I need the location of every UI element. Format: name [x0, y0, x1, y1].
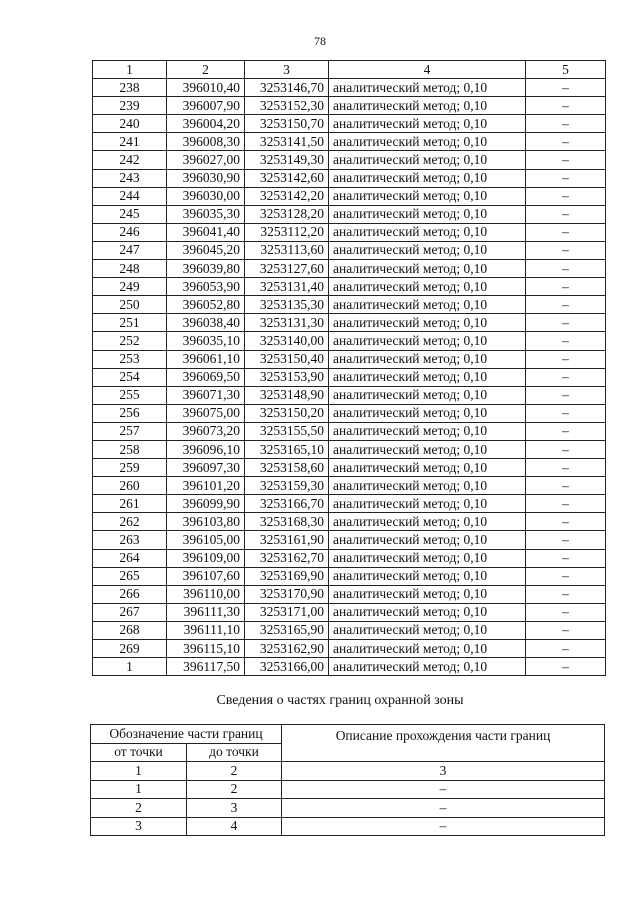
point-number-cell: 239 [93, 97, 167, 115]
y-coordinate-cell: 3253142,20 [245, 187, 329, 205]
note-cell: – [526, 278, 606, 296]
determination-method-cell: аналитический метод; 0,10 [329, 640, 526, 658]
table-row [93, 223, 606, 241]
note-cell: – [526, 314, 606, 332]
column-number: 1 [93, 61, 167, 79]
note-cell: – [526, 223, 606, 241]
note-cell: – [526, 296, 606, 314]
y-coordinate-cell: 3253158,60 [245, 459, 329, 477]
note-cell: – [526, 621, 606, 639]
coordinates-table [92, 60, 606, 676]
table-row [93, 658, 606, 676]
x-coordinate-cell: 396101,20 [167, 477, 245, 495]
x-coordinate-cell: 396097,30 [167, 459, 245, 477]
table-row [93, 79, 606, 97]
determination-method-cell: аналитический метод; 0,10 [329, 260, 526, 278]
table-row [93, 169, 606, 187]
determination-method-cell: аналитический метод; 0,10 [329, 422, 526, 440]
determination-method-cell: аналитический метод; 0,10 [329, 658, 526, 676]
to-point-cell: 3 [187, 799, 282, 818]
point-number-cell: 256 [93, 404, 167, 422]
description-cell: – [282, 799, 605, 818]
note-cell: – [526, 241, 606, 259]
note-cell: – [526, 658, 606, 676]
x-coordinate-cell: 396099,90 [167, 495, 245, 513]
y-coordinate-cell: 3253170,90 [245, 585, 329, 603]
x-coordinate-cell: 396103,80 [167, 513, 245, 531]
point-number-cell: 249 [93, 278, 167, 296]
point-number-cell: 247 [93, 241, 167, 259]
y-coordinate-cell: 3253150,20 [245, 404, 329, 422]
y-coordinate-cell: 3253166,70 [245, 495, 329, 513]
note-cell: – [526, 513, 606, 531]
x-coordinate-cell: 396107,60 [167, 567, 245, 585]
point-number-cell: 259 [93, 459, 167, 477]
boundary-parts-table [90, 724, 605, 836]
column-number: 1 [91, 762, 187, 781]
point-number-cell: 253 [93, 350, 167, 368]
x-coordinate-cell: 396045,20 [167, 241, 245, 259]
note-cell: – [526, 97, 606, 115]
determination-method-cell: аналитический метод; 0,10 [329, 603, 526, 621]
y-coordinate-cell: 3253128,20 [245, 205, 329, 223]
description-cell: – [282, 817, 605, 836]
table-row [93, 386, 606, 404]
x-coordinate-cell: 396030,00 [167, 187, 245, 205]
table-row [93, 205, 606, 223]
y-coordinate-cell: 3253162,90 [245, 640, 329, 658]
x-coordinate-cell: 396117,50 [167, 658, 245, 676]
y-coordinate-cell: 3253149,30 [245, 151, 329, 169]
y-coordinate-cell: 3253113,60 [245, 241, 329, 259]
table-row [93, 151, 606, 169]
column-number: 2 [187, 762, 282, 781]
determination-method-cell: аналитический метод; 0,10 [329, 386, 526, 404]
page-number: 78 [314, 34, 326, 48]
table-row [93, 97, 606, 115]
point-number-cell: 269 [93, 640, 167, 658]
table-row [93, 640, 606, 658]
note-cell: – [526, 205, 606, 223]
note-cell: – [526, 404, 606, 422]
determination-method-cell: аналитический метод; 0,10 [329, 513, 526, 531]
y-coordinate-cell: 3253112,20 [245, 223, 329, 241]
table-row [93, 440, 606, 458]
table-row [93, 404, 606, 422]
determination-method-cell: аналитический метод; 0,10 [329, 531, 526, 549]
table-row [93, 422, 606, 440]
point-number-cell: 260 [93, 477, 167, 495]
point-number-cell: 245 [93, 205, 167, 223]
determination-method-cell: аналитический метод; 0,10 [329, 621, 526, 639]
point-number-cell: 262 [93, 513, 167, 531]
table-row [93, 567, 606, 585]
note-cell: – [526, 585, 606, 603]
note-cell: – [526, 603, 606, 621]
x-coordinate-cell: 396008,30 [167, 133, 245, 151]
section-title: Сведения о частях границ охранной зоны [216, 693, 464, 708]
x-coordinate-cell: 396039,80 [167, 260, 245, 278]
y-coordinate-cell: 3253131,30 [245, 314, 329, 332]
table-row [93, 241, 606, 259]
x-coordinate-cell: 396109,00 [167, 549, 245, 567]
determination-method-cell: аналитический метод; 0,10 [329, 115, 526, 133]
x-coordinate-cell: 396061,10 [167, 350, 245, 368]
determination-method-cell: аналитический метод; 0,10 [329, 205, 526, 223]
to-point-cell: 4 [187, 817, 282, 836]
x-coordinate-cell: 396035,30 [167, 205, 245, 223]
y-coordinate-cell: 3253169,90 [245, 567, 329, 585]
point-number-cell: 261 [93, 495, 167, 513]
parts-header-row [91, 725, 605, 744]
x-coordinate-cell: 396111,30 [167, 603, 245, 621]
determination-method-cell: аналитический метод; 0,10 [329, 296, 526, 314]
from-point-cell: 1 [91, 780, 187, 799]
point-number-cell: 267 [93, 603, 167, 621]
table-row [93, 278, 606, 296]
y-coordinate-cell: 3253165,10 [245, 440, 329, 458]
parts-column-number-row [91, 762, 605, 781]
note-cell: – [526, 368, 606, 386]
determination-method-cell: аналитический метод; 0,10 [329, 440, 526, 458]
determination-method-cell: аналитический метод; 0,10 [329, 151, 526, 169]
point-number-cell: 241 [93, 133, 167, 151]
point-number-cell: 258 [93, 440, 167, 458]
x-coordinate-cell: 396030,90 [167, 169, 245, 187]
table-row [93, 332, 606, 350]
column-number: 5 [526, 61, 606, 79]
table-row [91, 799, 605, 818]
y-coordinate-cell: 3253155,50 [245, 422, 329, 440]
table-row [91, 780, 605, 799]
point-number-cell: 240 [93, 115, 167, 133]
x-coordinate-cell: 396035,10 [167, 332, 245, 350]
table-row [93, 531, 606, 549]
determination-method-cell: аналитический метод; 0,10 [329, 332, 526, 350]
column-number: 2 [167, 61, 245, 79]
y-coordinate-cell: 3253142,60 [245, 169, 329, 187]
y-coordinate-cell: 3253150,40 [245, 350, 329, 368]
y-coordinate-cell: 3253165,90 [245, 621, 329, 639]
note-cell: – [526, 640, 606, 658]
column-number: 3 [245, 61, 329, 79]
point-number-cell: 242 [93, 151, 167, 169]
determination-method-cell: аналитический метод; 0,10 [329, 187, 526, 205]
point-number-cell: 254 [93, 368, 167, 386]
determination-method-cell: аналитический метод; 0,10 [329, 241, 526, 259]
x-coordinate-cell: 396053,90 [167, 278, 245, 296]
table-row [93, 513, 606, 531]
determination-method-cell: аналитический метод; 0,10 [329, 314, 526, 332]
note-cell: – [526, 169, 606, 187]
note-cell: – [526, 187, 606, 205]
y-coordinate-cell: 3253131,40 [245, 278, 329, 296]
table-row [93, 260, 606, 278]
y-coordinate-cell: 3253146,70 [245, 79, 329, 97]
note-cell: – [526, 260, 606, 278]
x-coordinate-cell: 396069,50 [167, 368, 245, 386]
y-coordinate-cell: 3253140,00 [245, 332, 329, 350]
note-cell: – [526, 151, 606, 169]
table-row [91, 817, 605, 836]
x-coordinate-cell: 396007,90 [167, 97, 245, 115]
y-coordinate-cell: 3253161,90 [245, 531, 329, 549]
point-number-cell: 255 [93, 386, 167, 404]
column-number: 3 [282, 762, 605, 781]
table-row [93, 549, 606, 567]
from-point-cell: 2 [91, 799, 187, 818]
table-row [93, 368, 606, 386]
determination-method-cell: аналитический метод; 0,10 [329, 133, 526, 151]
to-point-header: до точки [187, 743, 282, 762]
table-row [93, 603, 606, 621]
determination-method-cell: аналитический метод; 0,10 [329, 350, 526, 368]
y-coordinate-cell: 3253127,60 [245, 260, 329, 278]
note-cell: – [526, 115, 606, 133]
note-cell: – [526, 440, 606, 458]
note-cell: – [526, 459, 606, 477]
description-cell: – [282, 780, 605, 799]
point-number-cell: 257 [93, 422, 167, 440]
table-row [93, 314, 606, 332]
x-coordinate-cell: 396105,00 [167, 531, 245, 549]
table-row [93, 459, 606, 477]
note-cell: – [526, 133, 606, 151]
y-coordinate-cell: 3253166,00 [245, 658, 329, 676]
x-coordinate-cell: 396096,10 [167, 440, 245, 458]
point-number-cell: 264 [93, 549, 167, 567]
point-number-cell: 268 [93, 621, 167, 639]
determination-method-cell: аналитический метод; 0,10 [329, 79, 526, 97]
note-cell: – [526, 567, 606, 585]
table-row [93, 585, 606, 603]
point-number-cell: 252 [93, 332, 167, 350]
point-number-cell: 266 [93, 585, 167, 603]
x-coordinate-cell: 396041,40 [167, 223, 245, 241]
note-cell: – [526, 477, 606, 495]
table-row [93, 133, 606, 151]
determination-method-cell: аналитический метод; 0,10 [329, 404, 526, 422]
x-coordinate-cell: 396115,10 [167, 640, 245, 658]
determination-method-cell: аналитический метод; 0,10 [329, 477, 526, 495]
determination-method-cell: аналитический метод; 0,10 [329, 169, 526, 187]
determination-method-cell: аналитический метод; 0,10 [329, 278, 526, 296]
y-coordinate-cell: 3253135,30 [245, 296, 329, 314]
table-row [93, 115, 606, 133]
column-number: 4 [329, 61, 526, 79]
y-coordinate-cell: 3253141,50 [245, 133, 329, 151]
x-coordinate-cell: 396071,30 [167, 386, 245, 404]
y-coordinate-cell: 3253171,00 [245, 603, 329, 621]
designation-header: Обозначение части границ [91, 725, 282, 744]
point-number-cell: 244 [93, 187, 167, 205]
x-coordinate-cell: 396110,00 [167, 585, 245, 603]
point-number-cell: 1 [93, 658, 167, 676]
x-coordinate-cell: 396004,20 [167, 115, 245, 133]
point-number-cell: 265 [93, 567, 167, 585]
y-coordinate-cell: 3253153,90 [245, 368, 329, 386]
note-cell: – [526, 350, 606, 368]
point-number-cell: 238 [93, 79, 167, 97]
note-cell: – [526, 549, 606, 567]
point-number-cell: 243 [93, 169, 167, 187]
y-coordinate-cell: 3253148,90 [245, 386, 329, 404]
note-cell: – [526, 531, 606, 549]
determination-method-cell: аналитический метод; 0,10 [329, 549, 526, 567]
table-row [93, 477, 606, 495]
determination-method-cell: аналитический метод; 0,10 [329, 459, 526, 477]
table-row [93, 296, 606, 314]
from-point-cell: 3 [91, 817, 187, 836]
determination-method-cell: аналитический метод; 0,10 [329, 567, 526, 585]
table-row [93, 350, 606, 368]
table-row [93, 187, 606, 205]
y-coordinate-cell: 3253162,70 [245, 549, 329, 567]
determination-method-cell: аналитический метод; 0,10 [329, 495, 526, 513]
y-coordinate-cell: 3253159,30 [245, 477, 329, 495]
x-coordinate-cell: 396052,80 [167, 296, 245, 314]
column-number-row [93, 61, 606, 79]
point-number-cell: 246 [93, 223, 167, 241]
note-cell: – [526, 79, 606, 97]
y-coordinate-cell: 3253168,30 [245, 513, 329, 531]
note-cell: – [526, 422, 606, 440]
x-coordinate-cell: 396075,00 [167, 404, 245, 422]
point-number-cell: 250 [93, 296, 167, 314]
note-cell: – [526, 495, 606, 513]
point-number-cell: 248 [93, 260, 167, 278]
point-number-cell: 251 [93, 314, 167, 332]
table-row [93, 621, 606, 639]
determination-method-cell: аналитический метод; 0,10 [329, 585, 526, 603]
y-coordinate-cell: 3253152,30 [245, 97, 329, 115]
determination-method-cell: аналитический метод; 0,10 [329, 97, 526, 115]
note-cell: – [526, 386, 606, 404]
description-header: Описание прохождения части границ [282, 725, 605, 762]
x-coordinate-cell: 396010,40 [167, 79, 245, 97]
x-coordinate-cell: 396073,20 [167, 422, 245, 440]
determination-method-cell: аналитический метод; 0,10 [329, 223, 526, 241]
x-coordinate-cell: 396027,00 [167, 151, 245, 169]
x-coordinate-cell: 396038,40 [167, 314, 245, 332]
point-number-cell: 263 [93, 531, 167, 549]
table-row [93, 495, 606, 513]
y-coordinate-cell: 3253150,70 [245, 115, 329, 133]
note-cell: – [526, 332, 606, 350]
to-point-cell: 2 [187, 780, 282, 799]
x-coordinate-cell: 396111,10 [167, 621, 245, 639]
from-point-header: от точки [91, 743, 187, 762]
determination-method-cell: аналитический метод; 0,10 [329, 368, 526, 386]
